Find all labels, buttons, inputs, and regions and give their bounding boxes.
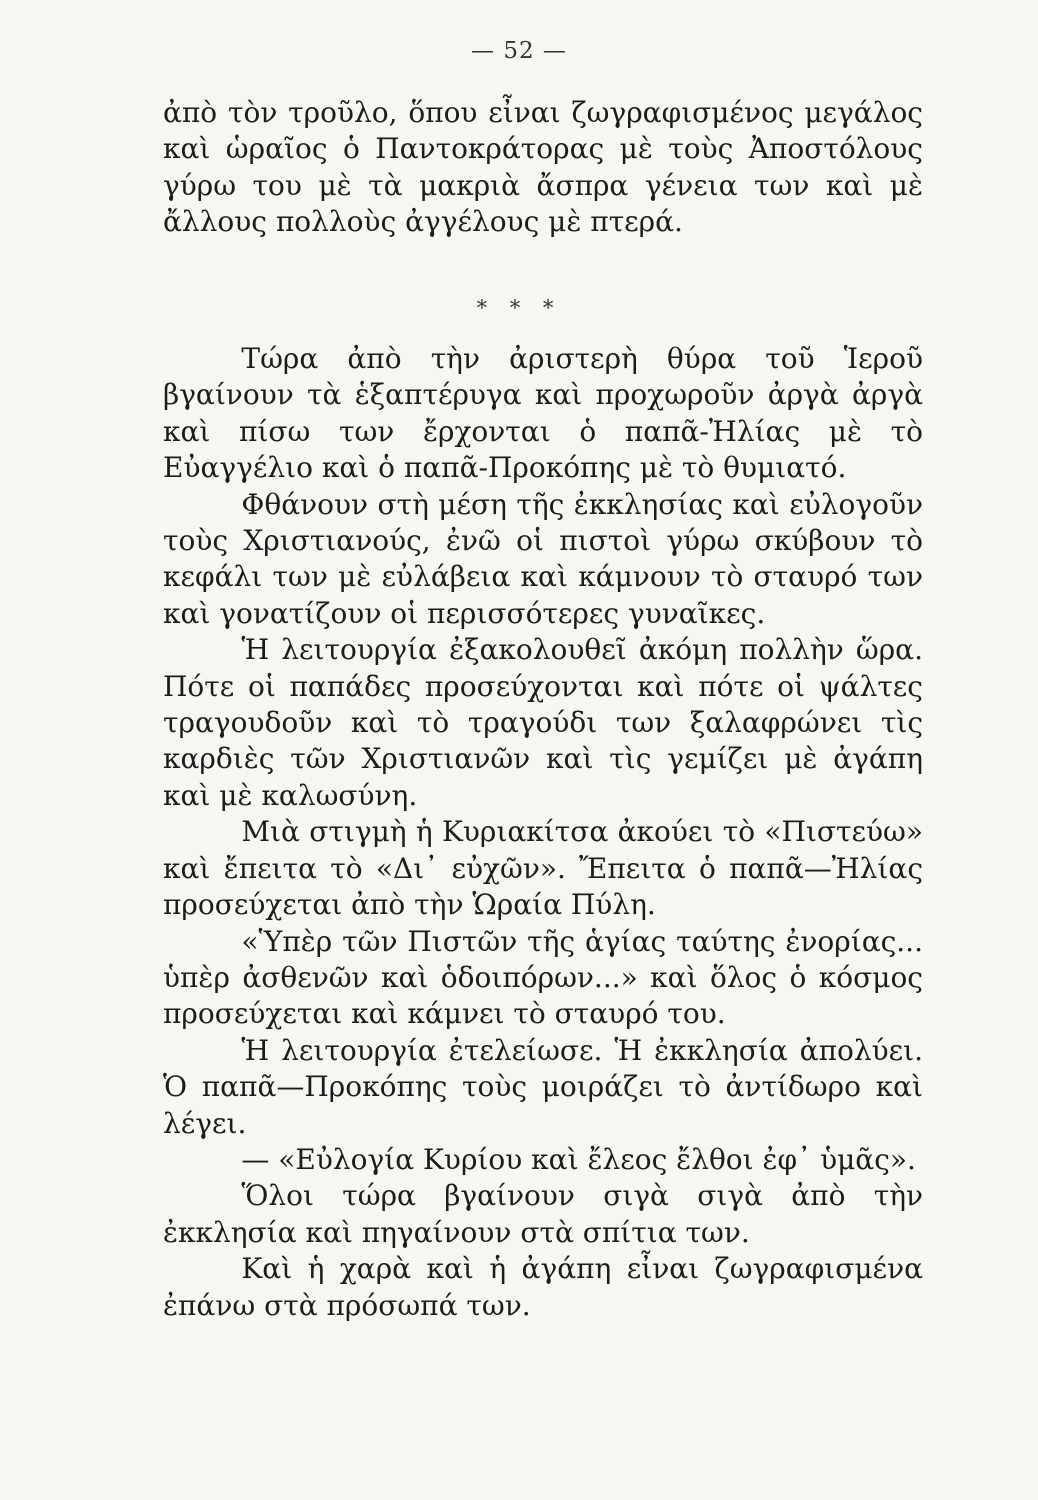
paragraph: Ἡ λειτουργία ἐτελείωσε. Ἡ ἐκκλησία ἀπολύει. Ὁ παπᾶ—Προκόπης τοὺς μοιράζει τὸ ἀντίδωρο καὶ λέγει. <box>163 1033 923 1140</box>
paragraph: Τώρα ἀπὸ τὴν ἀριστερὴ θύρα τοῦ Ἱεροῦ βγαίνουν τὰ ἑξαπτέρυγα καὶ προχωροῦν ἀργὰ ἀργὰ καὶ πίσω των ἔρχονται ὁ παπᾶ-Ἠλίας μὲ τὸ Εὐαγγέλιο καὶ ὁ παπᾶ-Προκόπης μὲ τὸ θυμιατό. <box>163 342 923 485</box>
paragraph: Ὅλοι τώρα βγαίνουν σιγὰ σιγὰ ἀπὸ τὴν ἐκκλησία καὶ πηγαίνουν στὰ σπίτια των. <box>163 1179 923 1249</box>
paragraph: Φθάνουν στὴ μέση τῆς ἐκκλησίας καὶ εὐλογοῦν τοὺς Χριστιανούς, ἐνῶ οἱ πιστοὶ γύρω σκύβουν τὸ κεφάλι των μὲ εὐλάβεια καὶ κάμνουν τὸ σταυρό των καὶ γονατίζουν οἱ περισσότερες γυναῖκες. <box>163 487 923 630</box>
paragraph: «Ὑπὲρ τῶν Πιστῶν τῆς ἁγίας ταύτης ἐνορίας... ὑπὲρ ἀσθενῶν καὶ ὁδοιπόρων...» καὶ ὅλος ὁ κόσμος προσεύχεται καὶ κάμνει τὸ σταυρό του. <box>163 924 923 1031</box>
paragraph: ἀπὸ τὸν τροῦλο, ὅπου εἶναι ζωγραφισμένος μεγάλος καὶ ὡραῖος ὁ Παντοκράτορας μὲ τοὺς Ἀποστόλους γύρω του μὲ τὰ μακριὰ ἄσπρα γένεια των καὶ μὲ ἄλλους πολλοὺς ἀγγέλους μὲ πτερά. <box>163 96 923 239</box>
page-number: — 52 — <box>471 38 567 64</box>
paragraph: Ἡ λειτουργία ἐξακολουθεῖ ἀκόμη πολλὴν ὥρα. Πότε οἱ παπάδες προσεύχονται καὶ πότε οἱ ψάλτες τραγουδοῦν καὶ τὸ τραγούδι των ξαλαφρώνει τὶς καρδιὲς τῶν Χριστιανῶν καὶ τὶς γεμίζει μὲ ἀγάπη καὶ μὲ καλωσύνη. <box>163 633 923 812</box>
paragraph: — «Εὐλογία Κυρίου καὶ ἔλεος ἔλθοι ἐφ᾿ ὑμᾶς». <box>241 1142 916 1176</box>
section-separator: * * * <box>476 296 562 320</box>
text-block-top <box>163 95 923 241</box>
paragraph: Μιὰ στιγμὴ ἡ Κυριακίτσα ἀκούει τὸ «Πιστεύω» καὶ ἔπειτα τὸ «Δι᾿ εὐχῶν». Ἔπειτα ὁ παπᾶ—Ἠλίας προσεύχεται ἀπὸ τὴν Ὡραία Πύλη. <box>163 815 923 922</box>
paragraph: Καὶ ἡ χαρὰ καὶ ἡ ἀγάπη εἶναι ζωγραφισμένα ἐπάνω στὰ πρόσωπά των. <box>163 1252 923 1322</box>
text-block-main <box>163 341 923 1324</box>
